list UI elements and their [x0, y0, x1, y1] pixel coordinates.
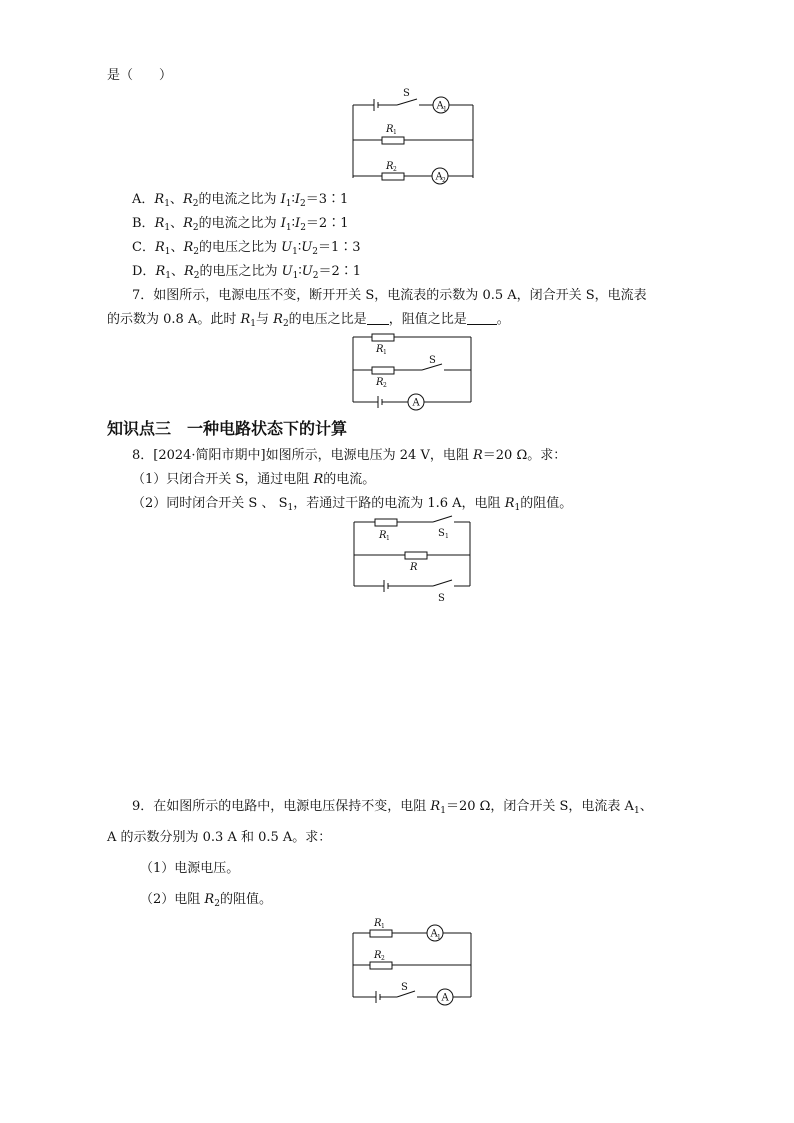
- q7-ammeter-label: A: [412, 397, 420, 409]
- q8-switch-s: [433, 580, 470, 586]
- q7-switch-label: S: [429, 355, 436, 366]
- q8-switch-label: S: [438, 593, 445, 604]
- q6-ammeter-a2-sub: 2: [442, 177, 446, 184]
- q6-r2-label: R: [386, 161, 394, 172]
- q9-switch-label: S: [401, 982, 408, 993]
- q8-resistor-r: [405, 552, 427, 559]
- q8-resistor-r1: [375, 519, 397, 526]
- q7-r1-label: R: [376, 344, 384, 355]
- q8-sub2: （2）同时闭合开关 S 、 $S_1$，若通过干路的电流为 1.6 A，电阻 $R_1$的阻值。: [132, 496, 573, 513]
- q9-r1-sub: 1: [381, 923, 385, 930]
- q7-line1: 7．如图所示，电源电压不变，断开开关 S，电流表的示数为 0.5 A，闭合开关 S，电流表: [132, 288, 647, 303]
- q9-r2-sub: 2: [381, 955, 385, 962]
- q8-r1-label: R: [379, 530, 387, 541]
- q8-r1-sub: 1: [386, 535, 390, 542]
- q6-r1-sub: 1: [393, 129, 397, 136]
- q9-circuit-diagram: [345, 914, 480, 1009]
- q6-option-d: D．$R_1$、$R_2$的电压之比为 $U_1∶U_2=2∶1$: [132, 264, 361, 281]
- q7-resistor-r2: [372, 367, 394, 374]
- q7-r1-sub: 1: [383, 349, 387, 356]
- q8-s1-sub: 1: [445, 533, 449, 540]
- q7-resistor-r1: [372, 334, 394, 341]
- q6-option-a: A．$R_1$、$R_2$的电流之比为 $I_1∶I_2=3∶1$: [132, 192, 349, 209]
- q9-ammeter-a1-sub: 1: [437, 934, 441, 941]
- q6-resistor-r1: [382, 137, 404, 144]
- q6-ammeter-a1-label: A: [436, 100, 444, 112]
- q7-line2: 的示数为 0.8 A。此时 $R_1$与 $R_2$的电压之比是 ，阻值之比是 。: [107, 312, 510, 329]
- q6-option-b: B．$R_1$、$R_2$的电流之比为 $I_1∶I_2=2∶1$: [132, 216, 349, 233]
- q8-r-label: R: [410, 562, 418, 573]
- q9-sub2: （2）电阻 $R_2$的阻值。: [140, 892, 272, 909]
- q6-r1-label: R: [386, 124, 394, 135]
- q6-option-c: C．$R_1$、$R_2$的电压之比为 $U_1∶U_2=1∶3$: [132, 240, 361, 257]
- q9-ammeter-a1-label: A: [430, 928, 438, 940]
- q6-ammeter-a2-label: A: [435, 171, 443, 183]
- q6-switch-s: [397, 99, 433, 105]
- q9-r2-label: R: [374, 950, 382, 961]
- q7-blank-voltage-ratio[interactable]: [367, 312, 389, 325]
- q6-r2-sub: 2: [393, 166, 397, 173]
- q8-s1-label: S: [438, 528, 445, 539]
- q9-resistor-r2: [370, 962, 392, 969]
- q9-resistor-r1: [370, 930, 392, 937]
- q7-r2-sub: 2: [383, 382, 387, 389]
- q9-line1: 9．在如图所示的电路中，电源电压保持不变，电阻 $R_1=20$ Ω，闭合开关 S，电流表 $A_1$、: [132, 799, 653, 816]
- q7-blank-resistance-ratio[interactable]: [467, 312, 497, 325]
- q6-circuit-diagram: [345, 88, 480, 188]
- q9-line2: A 的示数分别为 0.3 A 和 0.5 A。求：: [107, 830, 332, 845]
- q8-circuit-diagram: [348, 515, 478, 605]
- q6-resistor-r2: [382, 173, 404, 180]
- q7-r2-label: R: [376, 377, 384, 388]
- q9-ammeter-label: A: [441, 992, 449, 1004]
- q6-question-tail: 是（ ）: [107, 68, 173, 83]
- q9-sub1: （1）电源电压。: [140, 861, 240, 876]
- q7-circuit-diagram: [345, 330, 480, 410]
- q8-sub1: （1）只闭合开关 S，通过电阻 R的电流。: [132, 472, 376, 487]
- section-heading: 知识点三 一种电路状态下的计算: [107, 419, 348, 438]
- q8-switch-s1: [433, 516, 470, 522]
- q6-switch-label: S: [403, 88, 410, 99]
- q6-ammeter-a1-sub: 1: [443, 106, 447, 113]
- q8-line1: 8．[2024·简阳市期中]如图所示，电源电压为 24 V，电阻 R＝20 Ω。求：: [132, 448, 567, 463]
- q9-r1-label: R: [374, 918, 382, 929]
